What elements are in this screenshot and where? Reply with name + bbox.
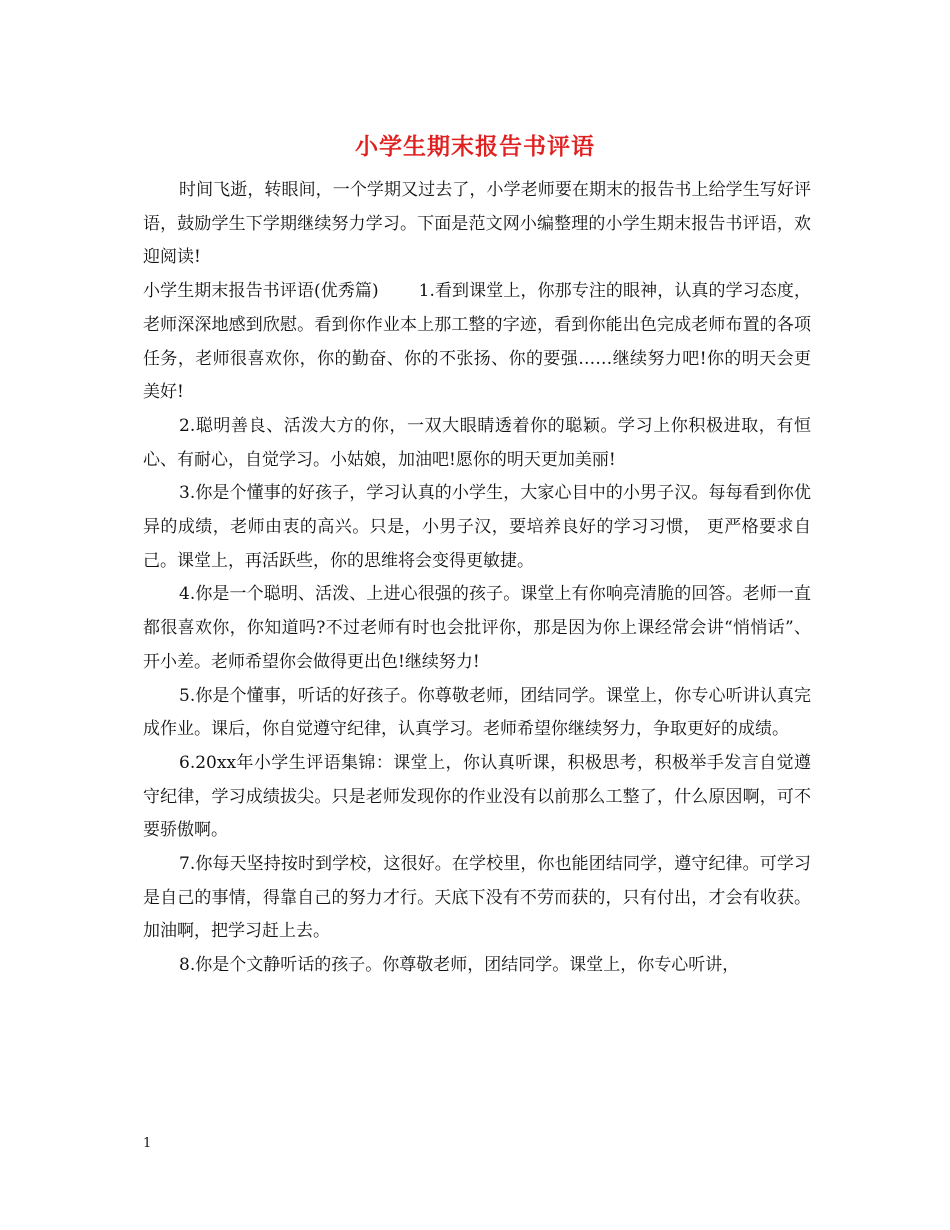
comment-paragraph-6: 6.20xx年小学生评语集锦：课堂上，你认真听课，积极思考，积极举手发言自觉遵守纪律，学习成绩拔尖。只是老师发现你的作业没有以前那么工整了，什么原因啊，可不要骄傲啊。 [143, 752, 811, 841]
section-first-paragraph [143, 275, 811, 410]
comment-paragraph-3: 3.你是个懂事的好孩子，学习认真的小学生，大家心目中的小男子汉。每每看到你优异的成绩，老师由衷的高兴。只是，小男子汉，要培养良好的学习习惯， 更严格要求自己。课堂上，再活跃些，你的思维将会变得更敏捷。 [143, 483, 811, 571]
comment-paragraph-5: 5.你是个懂事，听话的好孩子。你尊敬老师，团结同学。课堂上，你专心听讲认真完成作业。课后，你自觉遵守纪律，认真学习。老师希望你继续努力，争取更好的成绩。 [143, 685, 811, 740]
comment-paragraph-7: 7.你每天坚持按时到学校，这很好。在学校里，你也能团结同学，遵守纪律。可学习是自己的事情，得靠自己的努力才行。天底下没有不劳而获的，只有付出，才会有收获。加油啊，把学习赶上去。 [143, 854, 811, 942]
document-title: 小学生期末报告书评语 [355, 133, 595, 160]
comment-paragraph-4: 4.你是一个聪明、活泼、上进心很强的孩子。课堂上有你响亮清脆的回答。老师一直都很喜欢你，你知道吗?不过老师有时也会批评你，那是因为你上课经常会讲“悄悄话”、开小差。老师希望你会做得更出色!继续努力! [143, 584, 811, 672]
comment-paragraph-1: 1.看到课堂上，你那专注的眼神，认真的学习态度，老师深深地感到欣慰。看到你作业本上那工整的字迹，看到你能出色完成老师布置的各项任务，老师很喜欢你，你的勤奋、你的不张扬、你的要强……继续努力吧!你的明天会更美好! [143, 281, 812, 403]
document-body [143, 174, 811, 983]
page-number: 1 [143, 1136, 152, 1151]
comment-paragraph-2: 2.聪明善良、活泼大方的你，一双大眼睛透着你的聪颖。学习上你积极进取，有恒心、有耐心，自觉学习。小姑娘，加油吧!愿你的明天更加美丽! [143, 415, 811, 470]
section-heading: 小学生期末报告书评语(优秀篇) [143, 281, 379, 302]
comment-paragraph-8: 8.你是个文静听话的孩子。你尊敬老师，团结同学。课堂上，你专心听讲， [179, 955, 740, 976]
intro-paragraph: 时间飞逝，转眼间，一个学期又过去了，小学老师要在期末的报告书上给学生写好评语，鼓励学生下学期继续努力学习。下面是范文网小编整理的小学生期末报告书评语，欢迎阅读! [143, 180, 811, 268]
